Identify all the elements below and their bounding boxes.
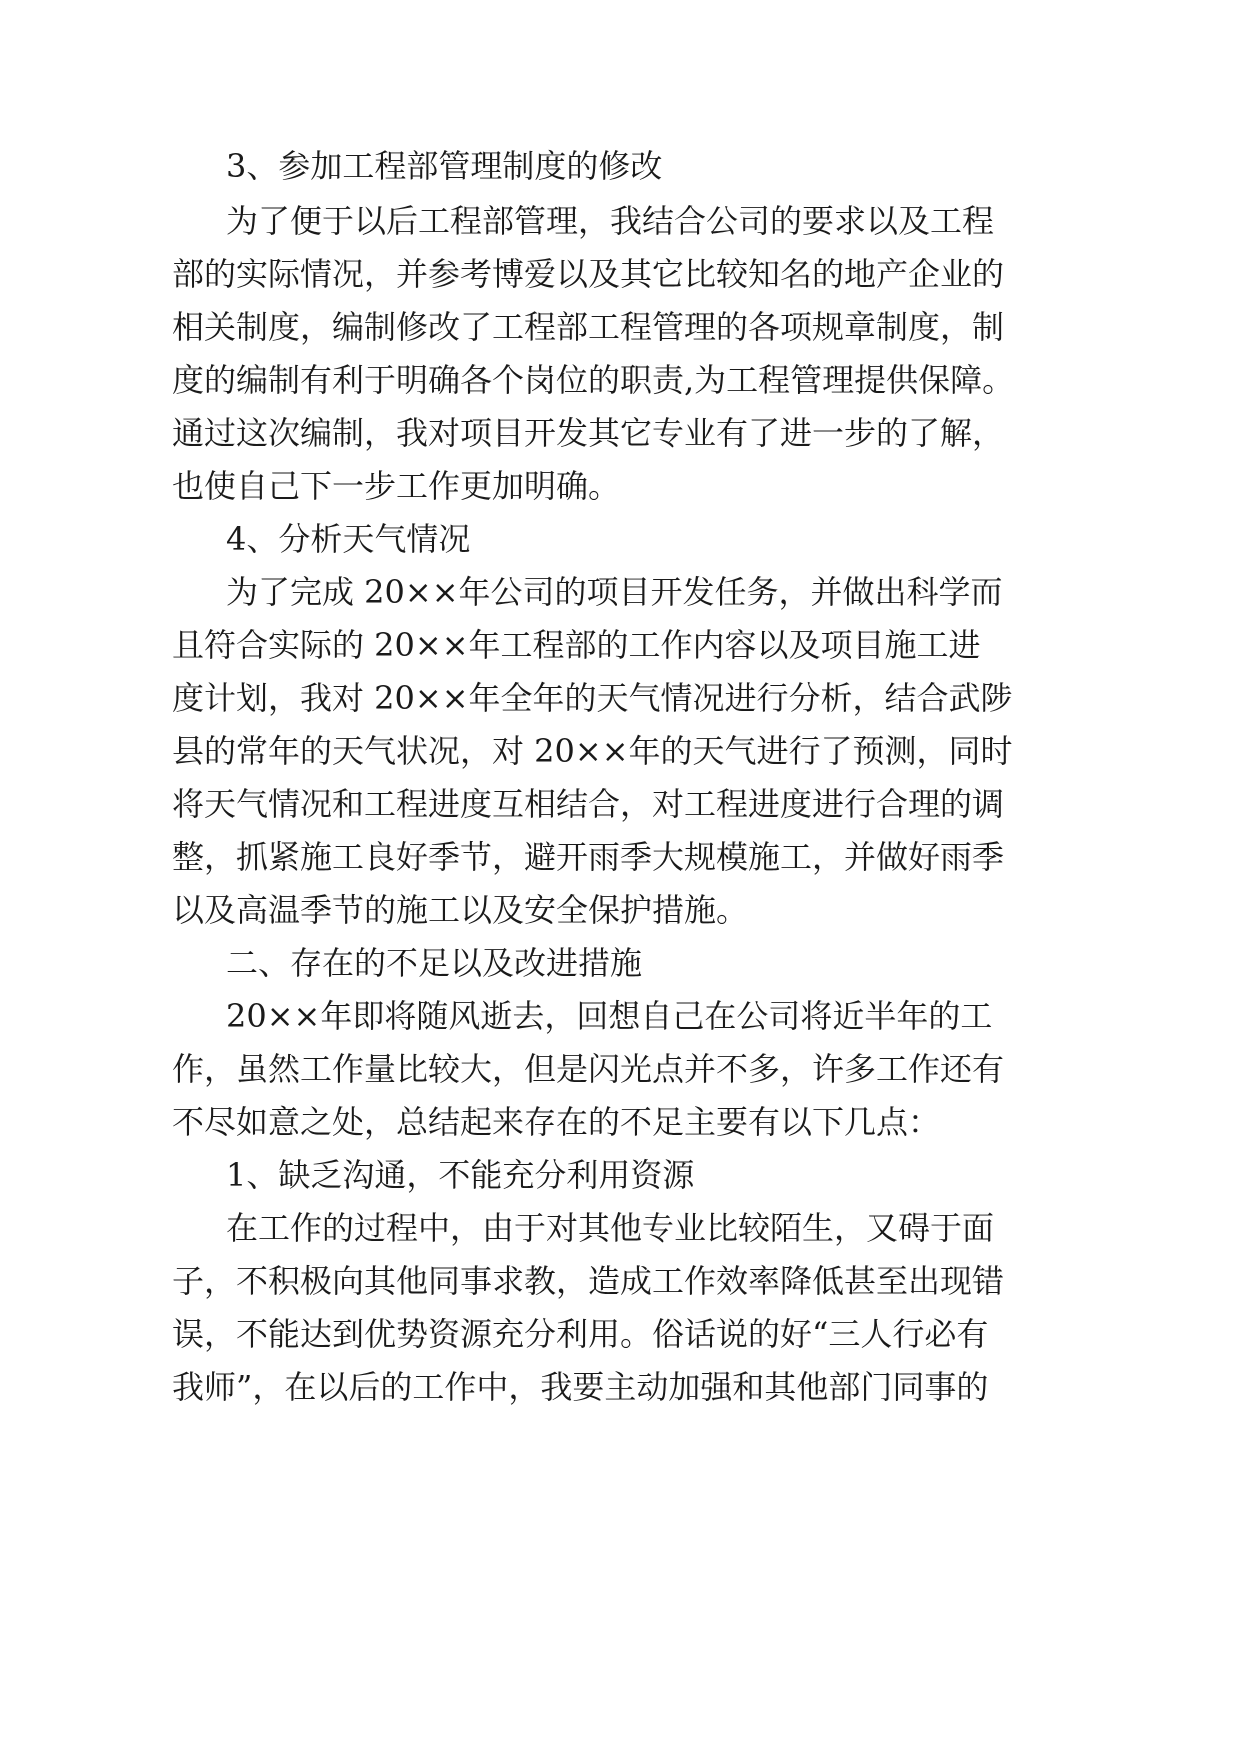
text-line: 二、存在的不足以及改进措施	[226, 944, 643, 982]
text-line: 在工作的过程中，由于对其他专业比较陌生，又碍于面	[226, 1209, 995, 1247]
text-line: 为了完成 20××年公司的项目开发任务，并做出科学而	[226, 573, 1003, 611]
text-line: 将天气情况和工程进度互相结合，对工程进度进行合理的调	[172, 785, 1005, 823]
text-line: 作，虽然工作量比较大，但是闪光点并不多，许多工作还有	[172, 1050, 1005, 1088]
text-line: 相关制度，编制修改了工程部工程管理的各项规章制度，制	[172, 308, 1005, 346]
text-line: 为了便于以后工程部管理，我结合公司的要求以及工程	[226, 202, 995, 240]
text-line: 我师”，在以后的工作中，我要主动加强和其他部门同事的	[172, 1368, 989, 1406]
text-line: 也使自己下一步工作更加明确。	[172, 467, 621, 505]
text-line: 子，不积极向其他同事求教，造成工作效率降低甚至出现错	[172, 1262, 1005, 1300]
text-line: 3、参加工程部管理制度的修改	[226, 147, 663, 185]
text-line: 度的编制有利于明确各个岗位的职责,为工程管理提供保障。	[172, 361, 1015, 399]
text-line: 部的实际情况，并参考博爱以及其它比较知名的地产企业的	[172, 255, 1005, 293]
text-line: 且符合实际的 20××年工程部的工作内容以及项目施工进	[172, 626, 981, 664]
text-line: 4、分析天气情况	[226, 520, 471, 558]
text-line: 误，不能达到优势资源充分利用。俗话说的好“三人行必有	[172, 1315, 989, 1353]
text-line: 度计划，我对 20××年全年的天气情况进行分析，结合武陟	[172, 679, 1013, 717]
text-line: 县的常年的天气状况，对 20××年的天气进行了预测，同时	[172, 732, 1013, 770]
text-line: 通过这次编制，我对项目开发其它专业有了进一步的了解，	[172, 414, 1005, 452]
text-line: 整，抓紧施工良好季节，避开雨季大规模施工，并做好雨季	[172, 838, 1005, 876]
text-line: 1、缺乏沟通，不能充分利用资源	[226, 1156, 695, 1194]
text-line: 不尽如意之处，总结起来存在的不足主要有以下几点：	[172, 1103, 941, 1141]
text-line: 以及高温季节的施工以及安全保护措施。	[172, 891, 749, 929]
text-line: 20××年即将随风逝去，回想自己在公司将近半年的工	[226, 997, 993, 1035]
